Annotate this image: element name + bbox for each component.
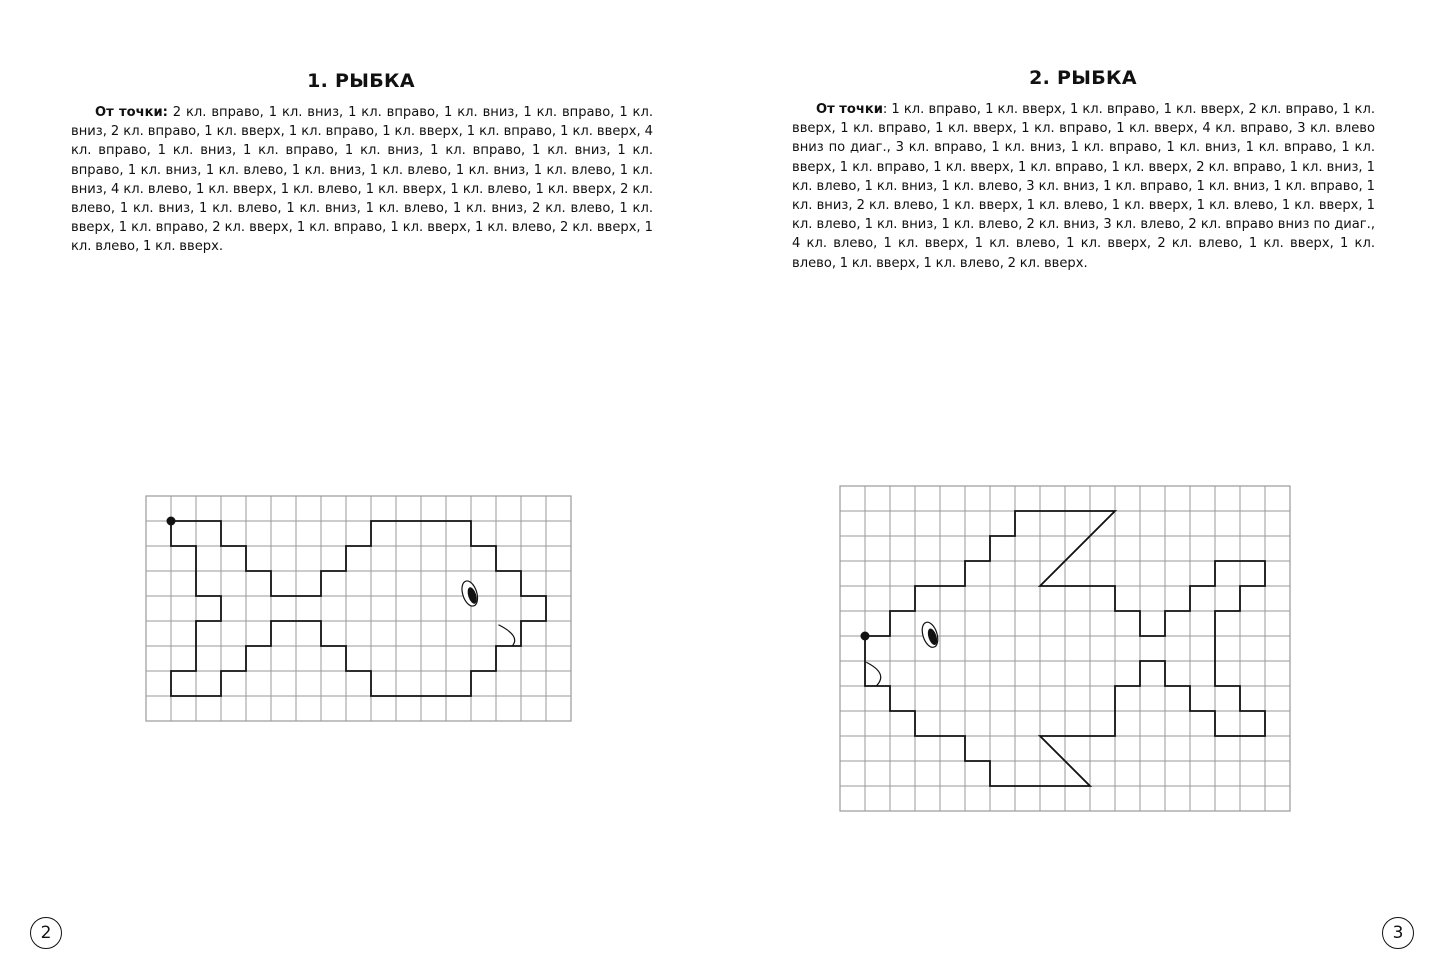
page-number: 3 (1382, 917, 1414, 949)
instructions-lead: От точки: (95, 105, 168, 120)
page-left (0, 0, 722, 972)
exercise-instructions (792, 100, 1375, 273)
exercise-title: 2. РЫБКА (1029, 67, 1137, 89)
instructions-body: 2 кл. вправо, 1 кл. вниз, 1 кл. вправо, 1 кл. вниз, 1 кл. вправо, 1 кл. вниз, 2 кл. вправо, 1 кл. вверх, 1 кл. вправо, 1 кл. вверх, 1 кл. вправо, 1 кл. вверх, 4 кл. вправо, 1 кл. вниз, 1 кл. вправо, 1 кл. вниз, 1 кл. вправо, 1 кл. вниз, 1 кл. вправо, 1 кл. вниз, 1 кл. влево, 1 кл. вниз, 1 кл. влево, 1 кл. вниз, 1 кл. влево, 1 кл. вниз, 4 кл. влево, 1 кл. вверх, 1 кл. влево, 1 кл. вверх, 1 кл. влево, 1 кл. вверх, 2 кл. влево, 1 кл. вниз, 1 кл. влево, 1 кл. вниз, 1 кл. влево, 1 кл. вниз, 2 кл. влево, 1 кл. вверх, 1 кл. вправо, 2 кл. вверх, 1 кл. вправо, 1 кл. вверх, 1 кл. влево, 2 кл. вверх, 1 кл. влево, 1 кл. вверх. (71, 105, 654, 255)
instructions-body: : 1 кл. вправо, 1 кл. вверх, 1 кл. вправо, 1 кл. вверх, 2 кл. вправо, 1 кл. вверх, 1 кл. вправо, 1 кл. вверх, 1 кл. вправо, 1 кл. вверх, 4 кл. вправо, 3 кл. влево вниз по диаг., 3 кл. вправо, 1 кл. вниз, 1 кл. вправо, 1 кл. вниз, 1 кл. вправо, 1 кл. вверх, 1 кл. вправо, 1 кл. вверх, 1 кл. вправо, 1 кл. вверх, 2 кл. вправо, 1 кл. вниз, 1 кл. влево, 1 кл. вниз, 1 кл. влево, 3 кл. вниз, 1 кл. вправо, 1 кл. вниз, 1 кл. вправо, 1 кл. вниз, 2 кл. влево, 1 кл. вверх, 1 кл. влево, 1 кл. вверх, 1 кл. влево, 1 кл. вверх, 1 кл. влево, 1 кл. вниз, 1 кл. влево, 2 кл. вниз, 3 кл. влево, 2 кл. вправо вниз по диаг., 4 кл. влево, 1 кл. вверх, 1 кл. влево, 1 кл. вверх, 2 кл. влево, 1 кл. вверх, 1 кл. влево, 1 кл. вверх, 1 кл. влево, 2 кл. вверх. (792, 102, 1375, 271)
start-dot (861, 632, 870, 641)
fish-grid-1 (146, 496, 570, 721)
grid-frame (146, 496, 571, 721)
page-right (722, 0, 1445, 972)
start-dot (167, 517, 176, 526)
exercise-instructions (71, 103, 653, 257)
instructions-lead: От точки (816, 102, 883, 117)
exercise-title: 1. РЫБКА (307, 70, 415, 92)
fish-grid-2 (840, 486, 1291, 811)
page-number: 2 (30, 917, 62, 949)
